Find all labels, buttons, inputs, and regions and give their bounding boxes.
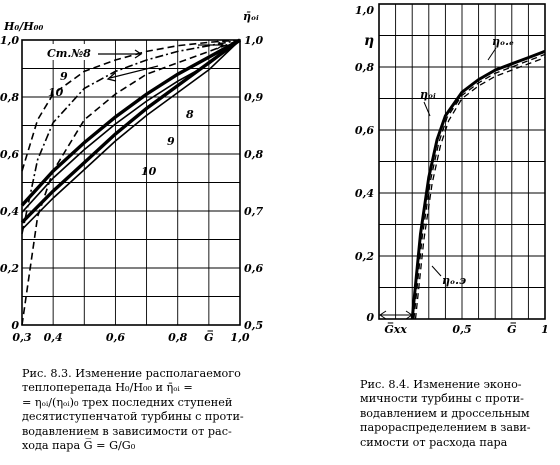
fig83-y-left-tick-label: 0	[11, 319, 19, 332]
fig83-curve-label-9-top: 9	[60, 70, 68, 83]
fig83-curve-label-10-top: 10	[48, 86, 64, 99]
fig83-y-left-tick-label: 0,8	[0, 91, 19, 104]
fig83-arrow-top	[198, 41, 223, 49]
fig84-x-tick-label: G̅	[507, 323, 517, 336]
fig83-tick-labels	[0, 34, 263, 344]
caption-line: Рис. 8.4. Изменение эконо-	[360, 378, 522, 391]
fig83-arrow-right	[98, 50, 141, 58]
caption-line: мичности турбины с проти-	[360, 392, 524, 406]
fig83-y-right-tick-label: 0,8	[244, 148, 264, 161]
fig84-y-label: η	[364, 33, 375, 49]
fig84-y-tick-label: 0	[366, 311, 374, 324]
fig83-x-tick-label: 0,6	[105, 331, 125, 344]
fig83-y-right-tick-label: 1,0	[244, 34, 264, 47]
fig83-x-tick-label: 0,3	[12, 331, 32, 344]
fig83-curve-label-8: 8	[186, 108, 194, 121]
fig83-curve-label-10: 10	[141, 165, 157, 178]
fig84-curve-label-oi: ηₒᵢ	[420, 88, 436, 101]
fig83-y-left-tick-label: 0,4	[0, 205, 19, 218]
fig84-leader-oz	[432, 266, 441, 276]
caption-fig-8-3	[22, 367, 244, 453]
fig84-grid	[379, 4, 545, 319]
fig83-y-right-label: η̄ₒᵢ	[243, 10, 259, 23]
fig83-y-left-tick-label: 0,2	[0, 262, 19, 275]
fig84-y-tick-label: 0,6	[354, 124, 374, 137]
fig84-curve-label-oz: ηₒ.э	[442, 274, 467, 287]
fig84-curve-label-oe: ηₒ.ₑ	[492, 35, 514, 48]
fig83-y-right-tick-label: 0,5	[244, 319, 264, 332]
fig84-y-tick-label: 0,2	[354, 250, 374, 263]
fig83-series-line	[22, 40, 240, 234]
fig84-x-tick-label: G̅xx	[384, 323, 407, 336]
caption-line: водавлением и дроссельным	[360, 406, 530, 420]
fig83-y-right-tick-label: 0,9	[244, 91, 264, 104]
caption-line: хода пара G̅ = G/G₀	[22, 439, 136, 453]
fig83-y-right-tick-label: 0,7	[244, 205, 264, 218]
fig83-curve-label-9: 9	[167, 135, 175, 148]
fig83-x-tick-label: 0,4	[43, 331, 63, 344]
fig83-x-tick-label: G̅	[204, 331, 214, 344]
fig83-series-line	[22, 40, 240, 222]
fig83-grid	[22, 40, 240, 325]
caption-line: десятиступенчатой турбины с проти-	[22, 410, 244, 424]
figure-8-4	[355, 4, 549, 336]
figure-8-3	[0, 10, 263, 344]
caption-fig-8-4	[360, 378, 531, 450]
fig84-x-tick-label: 1	[541, 323, 549, 336]
fig83-y-left-label: H₀/H₀₀	[4, 20, 44, 33]
caption-line: водавлением в зависимости от рас-	[22, 424, 232, 438]
caption-line: Рис. 8.3. Изменение располагаемого	[22, 367, 241, 380]
fig83-x-tick-label: 0,8	[168, 331, 188, 344]
fig84-y-tick-label: 0,4	[354, 187, 374, 200]
caption-line: теплоперепада H₀/H₀₀ и η̄ₒᵢ =	[22, 381, 193, 395]
fig83-y-left-tick-label: 0,6	[0, 148, 19, 161]
fig84-y-tick-label: 0,8	[354, 61, 374, 74]
fig83-annotation-stage: Ст.№8	[47, 47, 91, 60]
fig83-y-right-tick-label: 0,6	[244, 262, 264, 275]
fig83-x-tick-label: 1,0	[230, 331, 250, 344]
caption-line: симости от расхода пара	[360, 435, 508, 449]
fig84-x-tick-label: 0,5	[452, 323, 472, 336]
caption-line: = ηₒᵢ/(ηₒᵢ)₀ трех последних ступеней	[22, 395, 233, 409]
caption-line: парораспределением в зави-	[360, 421, 531, 435]
fig84-y-tick-label: 1,0	[354, 4, 374, 17]
fig83-y-left-tick-label: 1,0	[0, 34, 19, 47]
